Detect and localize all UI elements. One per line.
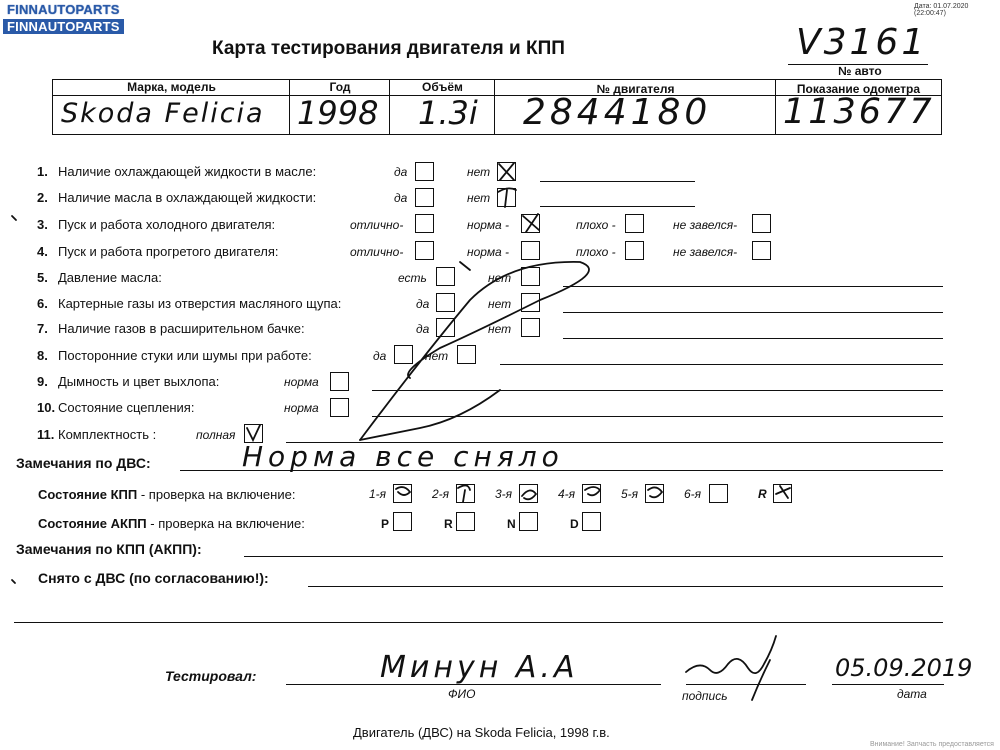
item-2-opt-no: нет [467, 191, 491, 205]
item-8-opt-no: нет [425, 349, 449, 363]
removed-label: Снято с ДВС (по согласованию!): [38, 570, 269, 586]
tested-name: Минун А.А [380, 650, 579, 685]
value-year: 1998 [297, 94, 379, 132]
item-2-number: 2. [37, 190, 48, 205]
item-6-opt-no: нет [488, 297, 512, 311]
gear-5-label: 5-я [621, 487, 639, 501]
item-1-opt-no: нет [467, 165, 491, 179]
value-engine-number: 2844180 [523, 92, 712, 133]
item-11-label: Комплектность : [58, 427, 157, 442]
value-make-model: Skoda Felicia [61, 98, 265, 129]
item-4-opt-normal: норма - [467, 245, 510, 259]
item-3-label: Пуск и работа холодного двигателя: [58, 217, 276, 232]
kpp-label: Состояние КПП - проверка на включение: [38, 487, 296, 502]
item-8-label: Посторонние стуки или шумы при работе: [58, 348, 312, 363]
item-3-opt-normal: норма - [467, 218, 510, 232]
page-title: Карта тестирования двигателя и КПП [212, 38, 565, 59]
gear-1-label: 1-я [369, 487, 387, 501]
item-5-opt-yes: есть [398, 271, 427, 285]
gear-4-label: 4-я [558, 487, 576, 501]
print-date: Дата: 01.07.2020 (22:00:47) [914, 3, 969, 17]
akpp-n-label: N [507, 517, 516, 531]
item-10-number: 10. [37, 400, 56, 415]
item-8-number: 8. [37, 348, 48, 363]
item-2-label: Наличие масла в охлаждающей жидкости: [58, 190, 317, 205]
watermark-logo: FINNAUTOPARTS [3, 2, 124, 17]
item-7-opt-yes: да [416, 322, 430, 336]
akpp-r-label: R [444, 517, 453, 531]
remarks-kpp-label: Замечания по КПП (АКПП): [16, 541, 202, 557]
item-1-label: Наличие охлаждающей жидкости в масле: [58, 164, 317, 179]
remarks-engine-label: Замечания по ДВС: [16, 455, 151, 471]
item-4-label: Пуск и работа прогретого двигателя: [58, 244, 279, 259]
value-odometer: 113677 [783, 92, 935, 132]
header-odometer: Показание одометра [796, 82, 921, 96]
akpp-p-label: P [381, 517, 390, 531]
item-2-opt-yes: да [394, 191, 408, 205]
gear-2-label: 2-я [432, 487, 450, 501]
item-7-opt-no: нет [488, 322, 512, 336]
item-3-opt-bad: плохо - [576, 218, 616, 232]
item-7-label: Наличие газов в расширительном бачке: [58, 321, 305, 336]
gear-3-label: 3-я [495, 487, 513, 501]
item-5-opt-no: нет [488, 271, 512, 285]
header-make-model: Марка, модель [127, 80, 216, 94]
tested-label: Тестировал: [165, 668, 257, 684]
item-4-opt-no-start: не завелся- [673, 245, 738, 259]
header-volume: Объём [422, 80, 463, 94]
item-10-label: Состояние сцепления: [58, 400, 195, 415]
item-9-label: Дымность и цвет выхлопа: [58, 374, 220, 389]
value-volume: 1.3i [418, 94, 478, 132]
item-11-opt-full: полная [196, 428, 236, 442]
item-7-number: 7. [37, 321, 48, 336]
item-1-number: 1. [37, 164, 48, 179]
sign-label: подпись [682, 689, 728, 703]
auto-number-label: № авто [838, 64, 882, 78]
item-4-opt-bad: плохо - [576, 245, 616, 259]
item-6-label: Картерные газы из отверстия масляного щупа: [58, 296, 342, 311]
item-9-number: 9. [37, 374, 48, 389]
item-3-opt-no-start: не завелся- [673, 218, 738, 232]
akpp-label: Состояние АКПП - проверка на включение: [38, 516, 305, 531]
header-engine-number: № двигателя [596, 82, 675, 96]
remarks-engine-value: Норма все сняло [242, 440, 564, 473]
item-1-opt-yes: да [394, 165, 408, 179]
caption: Двигатель (ДВС) на Skoda Felicia, 1998 г.в. [353, 725, 610, 740]
item-8-opt-yes: да [373, 349, 387, 363]
item-10-opt-normal: норма [284, 401, 319, 415]
header-year: Год [329, 80, 351, 94]
item-5-number: 5. [37, 270, 48, 285]
item-9-opt-normal: норма [284, 375, 319, 389]
item-11-number: 11. [37, 427, 55, 442]
item-4-opt-excellent: отлично- [350, 245, 404, 259]
auto-number-value: V3161 [796, 22, 928, 63]
date-label: дата [897, 687, 927, 701]
item-5-label: Давление масла: [58, 270, 162, 285]
item-3-number: 3. [37, 217, 48, 232]
item-6-opt-yes: да [416, 297, 430, 311]
gear-6-label: 6-я [684, 487, 702, 501]
item-4-number: 4. [37, 244, 48, 259]
item-6-number: 6. [37, 296, 48, 311]
date-value: 05.09.2019 [835, 654, 973, 682]
gear-r-label: R [758, 487, 767, 501]
watermark-logo-2: FINNAUTOPARTS [3, 19, 124, 34]
item-3-opt-excellent: отлично- [350, 218, 404, 232]
fio-label: ФИО [448, 687, 476, 701]
corner-note: Внимание! Запчасть предоставляется [870, 741, 994, 748]
akpp-d-label: D [570, 517, 579, 531]
